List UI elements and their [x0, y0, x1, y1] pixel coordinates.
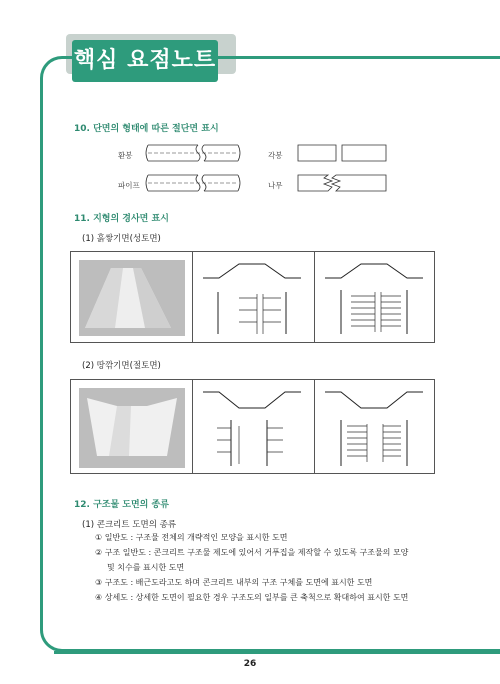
subheading-embankment: (1) 흙쌓기면(성토면) [82, 234, 161, 244]
footer-rule [54, 651, 500, 654]
subheading-cut: (2) 땅깎기면(절토면) [82, 361, 161, 371]
list-item: ④ 상세도 : 상세한 도면이 필요한 경우 구조도의 일부를 큰 축척으로 확대하여 표시한 도면 [95, 593, 409, 602]
section-12-heading: 12. 구조물 도면의 종류 [74, 500, 169, 510]
list-item: ① 일반도 : 구조물 전체의 개략적인 모양을 표시한 도면 [95, 533, 288, 542]
section-10-heading: 10. 단면의 형태에 따른 절단면 표시 [74, 124, 219, 134]
section-11-heading: 11. 지형의 경사면 표시 [74, 214, 169, 224]
page-title: 핵심 요점노트 [72, 40, 218, 82]
label-wood: 나무 [268, 181, 283, 190]
list-item: ③ 구조도 : 배근도라고도 하며 콘크리트 내부의 구조 구체를 도면에 표시한 도면 [95, 578, 373, 587]
subheading-concrete-drawings: (1) 콘크리트 도면의 종류 [82, 520, 177, 530]
cut-panel [70, 379, 435, 474]
page-number: 26 [243, 659, 257, 669]
label-pipe: 파이프 [118, 181, 140, 190]
section-shapes-diagram [140, 138, 400, 198]
label-square-bar: 각봉 [268, 151, 283, 160]
concrete-drawings-list [95, 530, 455, 605]
label-round-bar: 환봉 [118, 151, 133, 160]
list-item: ② 구조 일반도 : 콘크리트 구조물 제도에 있어서 거푸집을 제작할 수 있도록 구조물의 모양 [95, 548, 409, 557]
embankment-panel [70, 251, 435, 343]
list-item: 및 치수를 표시한 도면 [107, 563, 185, 572]
